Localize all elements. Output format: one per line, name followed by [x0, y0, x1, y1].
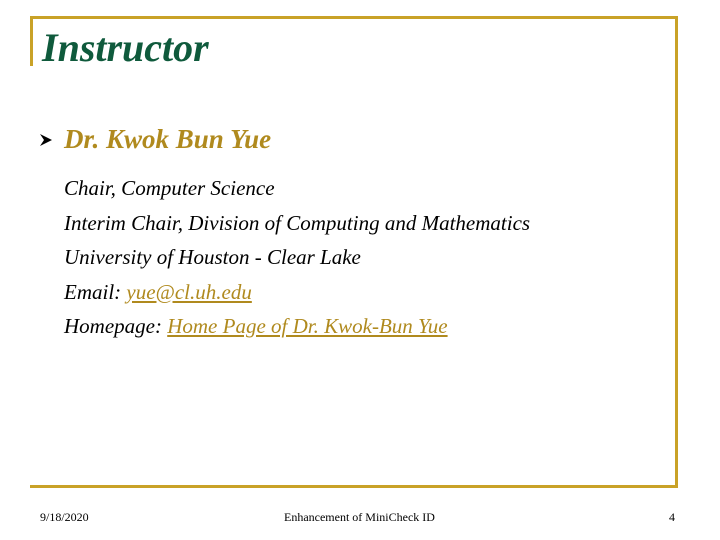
footer-date: 9/18/2020	[40, 510, 89, 524]
arrow-bullet-icon	[38, 132, 54, 148]
frame-top-rule	[30, 16, 678, 19]
frame-right-rule	[675, 16, 678, 486]
detail-title-line: Chair, Computer Science	[64, 176, 275, 200]
email-link[interactable]: yue@cl.uh.edu	[126, 279, 252, 304]
frame-bottom-rule	[30, 485, 678, 488]
footer-page-number: 4	[669, 510, 675, 524]
instructor-name: Dr. Kwok Bun Yue	[64, 124, 272, 154]
homepage-label: Homepage:	[64, 314, 168, 338]
homepage-link[interactable]: Home Page of Dr. Kwok-Bun Yue	[167, 314, 448, 338]
detail-interim-line: Interim Chair, Division of Computing and Mathematics	[64, 210, 531, 235]
bullet-item	[38, 124, 271, 155]
email-label: Email:	[64, 279, 127, 304]
detail-university-line: University of Houston - Clear Lake	[64, 245, 361, 269]
detail-homepage-line	[64, 309, 530, 344]
detail-email-line	[64, 275, 530, 310]
footer-title: Enhancement of MiniCheck ID	[284, 510, 435, 524]
instructor-details	[64, 171, 530, 344]
slide-title: Instructor	[42, 25, 209, 70]
frame-left-rule	[30, 16, 33, 66]
